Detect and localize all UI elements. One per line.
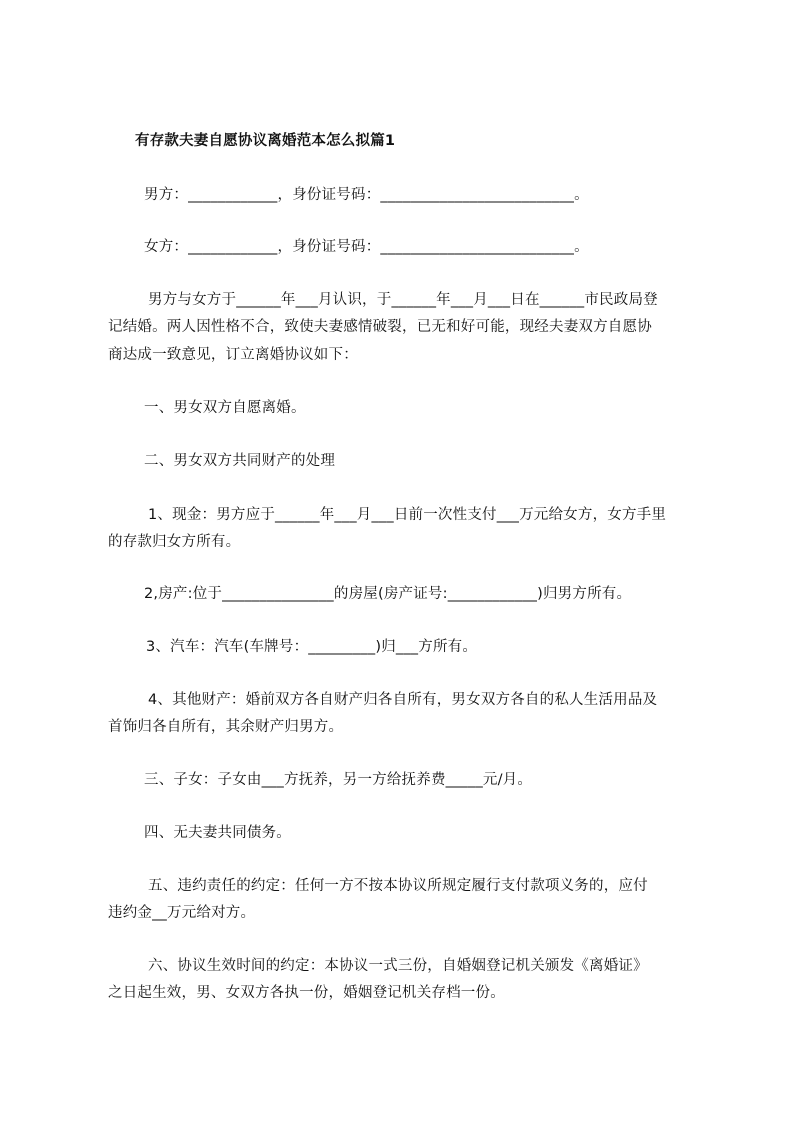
- other-property-line-1: 4、其他财产：婚前双方各自财产归各自所有，男女双方各自的私人生活用品及: [148, 692, 658, 708]
- cash-clause-line-1: 1、现金：男方应于______年___月___日前一次性支付___万元给女方，女方手里: [148, 507, 667, 523]
- wife-info-line: 女方：____________，身份证号码：__________________________。: [144, 239, 589, 255]
- husband-info-line: 男方：____________，身份证号码：__________________________。: [144, 187, 589, 203]
- car-clause: 3、汽车：汽车(车牌号：_________)归___方所有。: [146, 639, 478, 655]
- clause-1: 一、男女双方自愿离婚。: [144, 400, 306, 416]
- cash-clause-line-2: 的存款归女方所有。: [108, 534, 241, 550]
- clause-6-line-2: 之日起生效，男、女双方各执一份，婚姻登记机关存档一份。: [108, 985, 505, 1001]
- house-clause: 2,房产:位于_______________的房屋(房产证号:____________)归男方所有。: [144, 586, 632, 602]
- other-property-line-2: 首饰归各自所有，其余财产归男方。: [108, 719, 344, 735]
- clause-3-children: 三、子女：子女由___方抚养，另一方给抚养费_____元/月。: [144, 772, 533, 788]
- intro-paragraph-line-1: 男方与女方于______年___月认识，于______年___月___日在______市民政局登: [148, 292, 658, 308]
- intro-paragraph-line-2: 记结婚。两人因性格不合，致使夫妻感情破裂，已无和好可能，现经夫妻双方自愿协: [108, 319, 652, 335]
- clause-6-line-1: 六、协议生效时间的约定：本协议一式三份，自婚姻登记机关颁发《离婚证》: [148, 958, 648, 974]
- intro-paragraph-line-3: 商达成一致意见，订立离婚协议如下：: [108, 347, 358, 363]
- clause-4-debts: 四、无夫妻共同债务。: [144, 825, 291, 841]
- clause-5-line-2: 违约金__万元给对方。: [108, 905, 256, 921]
- clause-5-line-1: 五、违约责任的约定：任何一方不按本协议所规定履行支付款项义务的，应付: [148, 878, 648, 894]
- clause-2-heading: 二、男女双方共同财产的处理: [144, 453, 336, 469]
- document-title: 有存款夫妻自愿协议离婚范本怎么拟篇1: [135, 133, 396, 149]
